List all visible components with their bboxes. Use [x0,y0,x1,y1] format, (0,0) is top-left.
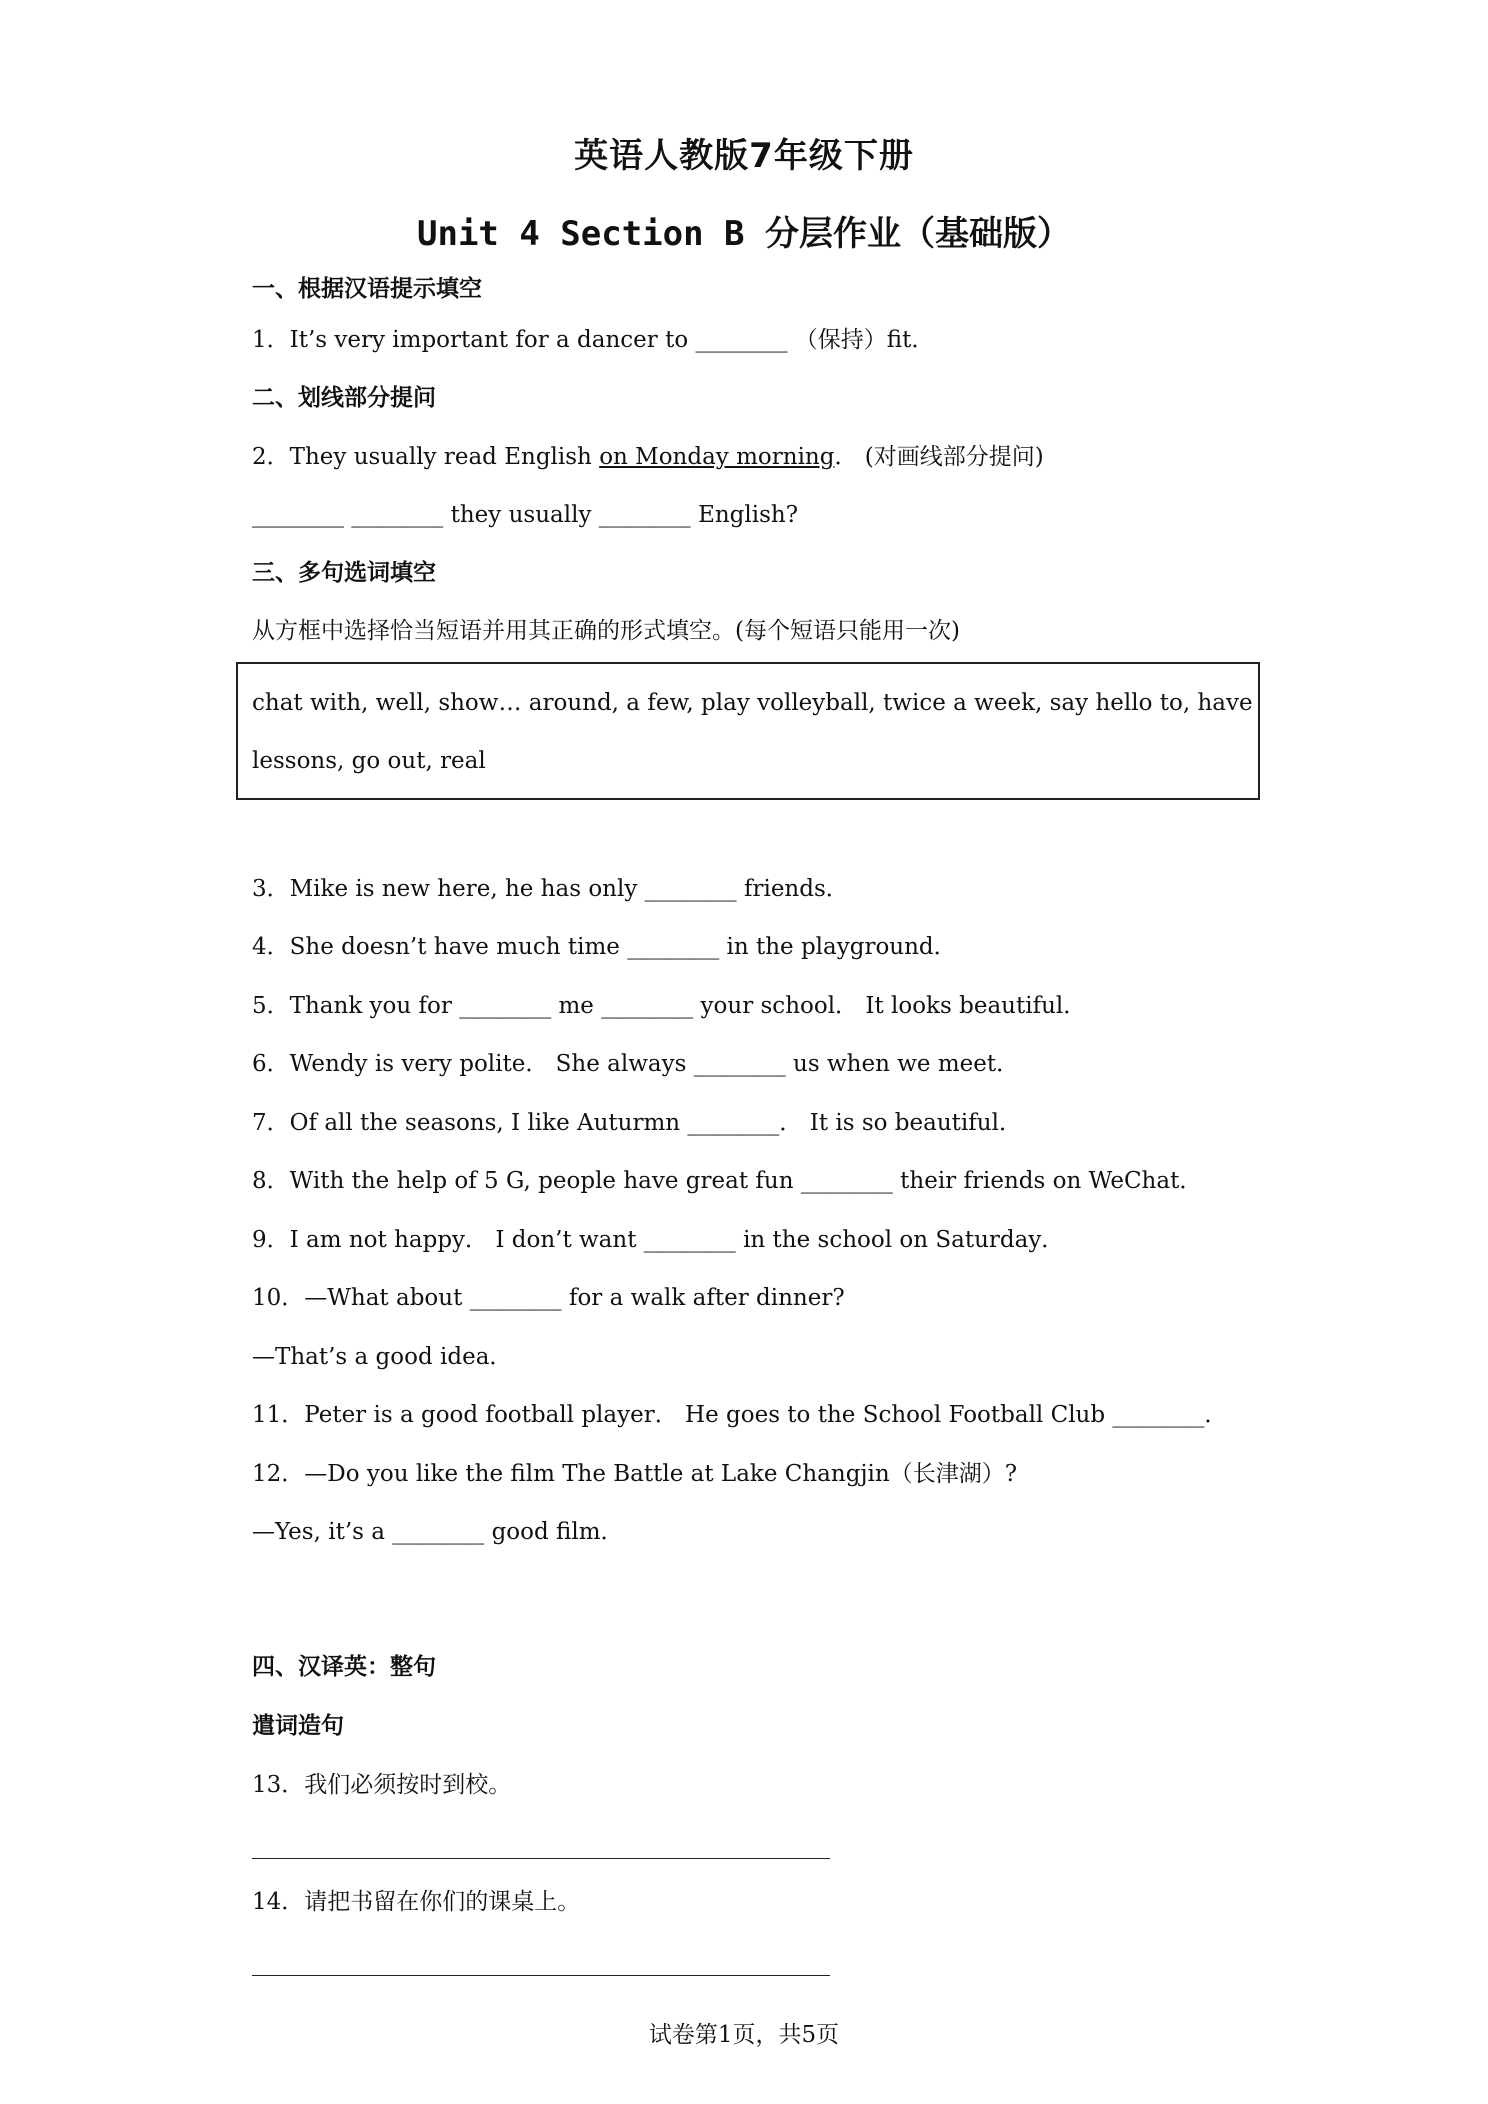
underlined-phrase: on Monday morning [599,444,835,470]
question-3: 3．Mike is new here, he has only ________ friends． [252,876,849,902]
question-10-reply: —That’s a good idea． [252,1344,513,1370]
page-subtitle: Unit 4 Section B 分层作业（基础版） [417,214,1071,254]
question-5: 5．Thank you for ________ me ________ your school． It looks beautiful． [252,993,1087,1019]
question-9: 9．I am not happy． I don’t want ________ in the school on Saturday． [252,1227,1065,1253]
section-heading-1: 一、根据汉语提示填空 [252,276,482,302]
question-2-text: 2．They usually read English [252,444,600,470]
question-10: 10．—What about ________ for a walk after dinner? [252,1285,845,1311]
section-heading-2: 二、划线部分提问 [252,385,436,411]
question-8: 8．With the help of 5 G, people have great fun ________ their friends on WeChat． [252,1168,1203,1194]
question-12-reply: —Yes, it’s a ________ good film． [252,1519,624,1545]
question-2-answer-line: ________ ________ they usually ________ English? [252,502,799,528]
word-box-line-2: lessons, go out, real [252,748,486,774]
question-11: 11．Peter is a good football player． He goes to the School Football Club ________． [252,1402,1228,1428]
question-14: 14．请把书留在你们的课桌上。 [252,1889,581,1915]
section-4-subheading: 遣词造句 [252,1713,344,1739]
section-3-instruction: 从方框中选择恰当短语并用其正确的形式填空。(每个短语只能用一次) [252,618,960,644]
question-12: 12．—Do you like the film The Battle at Lake Changjin（长津湖）? [252,1461,1018,1487]
answer-line-14 [252,1975,830,1976]
question-2-suffix: ． (对画线部分提问) [834,444,1044,470]
word-box [236,662,1260,800]
word-box-line-1: chat with, well, show… around, a few, play volleyball, twice a week, say hello to, have [252,690,1253,716]
section-heading-3: 三、多句选词填空 [252,560,436,586]
question-7: 7．Of all the seasons, I like Auturmn ________． It is so beautiful． [252,1110,1022,1136]
question-13: 13．我们必须按时到校。 [252,1772,512,1798]
answer-line-13 [252,1858,830,1859]
page-footer: 试卷第1页，共5页 [648,2022,840,2048]
question-2 [252,442,1044,472]
question-1: 1．It’s very important for a dancer to ________ （保持）fit． [252,327,935,353]
page-title: 英语人教版7年级下册 [574,136,914,176]
question-4: 4．She doesn’t have much time ________ in the playground． [252,934,957,960]
question-6: 6．Wendy is very polite． She always ________ us when we meet． [252,1051,1020,1077]
section-heading-4: 四、汉译英：整句 [252,1654,436,1680]
